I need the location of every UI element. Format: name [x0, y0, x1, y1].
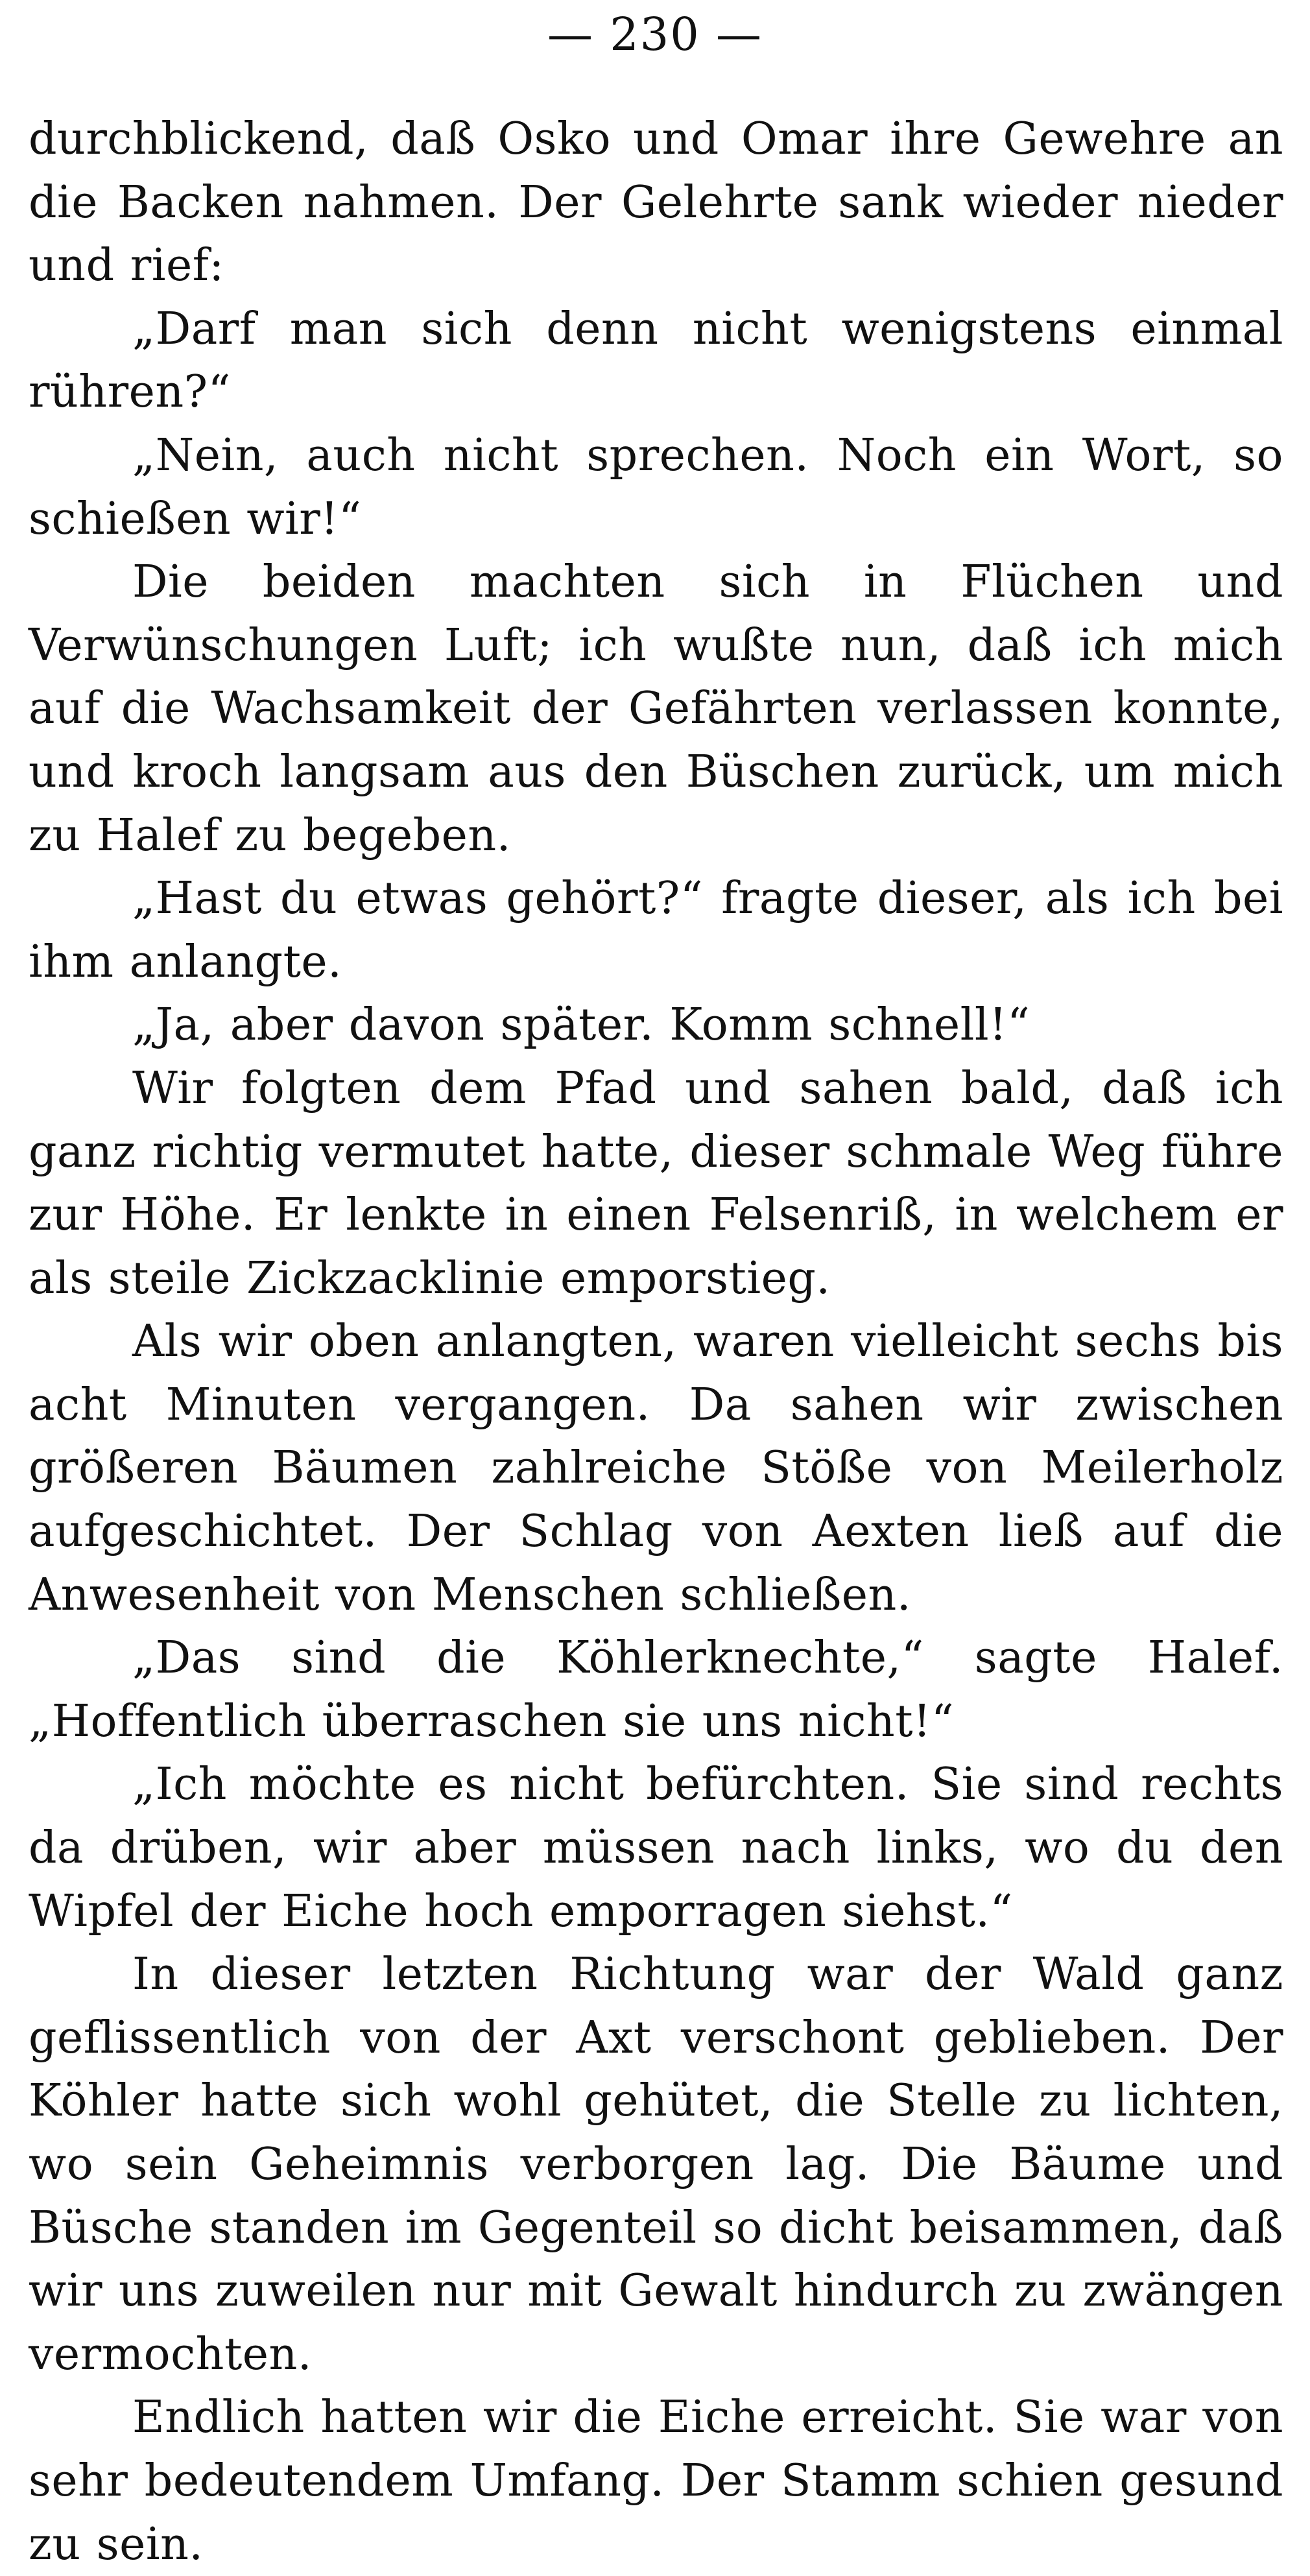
- paragraph: „Darf man sich denn nicht wenigstens einmal rühren?“: [29, 303, 1283, 418]
- paragraph: Endlich hatten wir die Eiche erreicht. Sie war von sehr bedeutendem Umfang. Der Stamm schien gesund zu sein.: [29, 2392, 1283, 2570]
- page-number: — 230 —: [547, 8, 763, 61]
- paragraph: Die beiden machten sich in Flüchen und Verwünschungen Luft; ich wußte nun, daß ich mich auf die Wachsamkeit der Gefährten verlassen konnte, und kroch langsam aus den Büschen zurück, um mich zu Halef zu begeben.: [29, 556, 1283, 861]
- paragraph: Als wir oben anlangten, waren vielleicht sechs bis acht Minuten vergangen. Da sahen wir zwischen größeren Bäumen zahlreiche Stöße von Meilerholz aufgeschichtet. Der Schlag von Aexten ließ auf die Anwesenheit von Menschen schließen.: [29, 1316, 1283, 1621]
- paragraph: Wir folgten dem Pfad und sahen bald, daß ich ganz richtig vermutet hatte, dieser schmale Weg führe zur Höhe. Er lenkte in einen Felsenriß, in welchem er als steile Zickzacklinie emporstieg.: [29, 1062, 1283, 1304]
- paragraph: „Ich möchte es nicht befürchten. Sie sind rechts da drüben, wir aber müssen nach links, wo du den Wipfel der Eiche hoch emporragen siehst.“: [29, 1759, 1283, 1937]
- paragraph: „Hast du etwas gehört?“ fragte dieser, als ich bei ihm anlangte.: [29, 873, 1283, 988]
- body-text: [29, 108, 1283, 2576]
- paragraph: durchblickend, daß Osko und Omar ihre Gewehre an die Backen nahmen. Der Gelehrte sank wieder nieder und rief:: [29, 113, 1283, 292]
- paragraph: „Ja, aber davon später. Komm schnell!“: [132, 999, 1030, 1051]
- paragraph: „Nein, auch nicht sprechen. Noch ein Wort, so schießen wir!“: [29, 429, 1283, 545]
- paragraph: In dieser letzten Richtung war der Wald ganz geflissentlich von der Axt verschont geblieben. Der Köhler hatte sich wohl gehütet, die Stelle zu lichten, wo sein Geheimnis verborgen lag. Die Bäume und Büsche standen im Gegenteil so dicht beisammen, daß wir uns zuweilen nur mit Gewalt hindurch zu zwängen vermochten.: [29, 1949, 1283, 2380]
- paragraph: „Das sind die Köhlerknechte,“ sagte Halef. „Hoffentlich überraschen sie uns nicht!“: [29, 1632, 1283, 1747]
